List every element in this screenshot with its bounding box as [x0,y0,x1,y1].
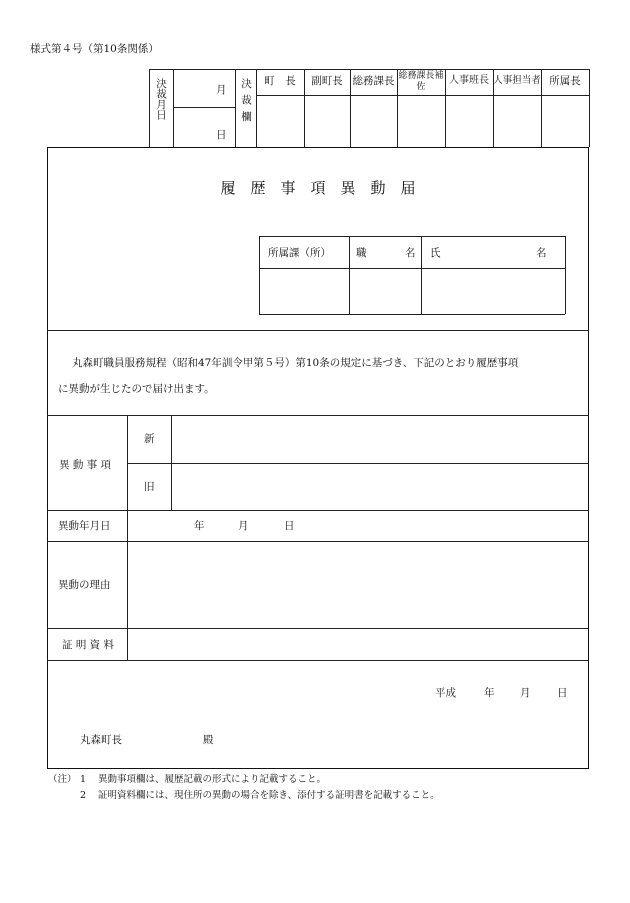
job-label: 職 [356,247,367,259]
approval-date-heading: 決裁月日 [155,78,167,120]
reason-label: 異動の理由 [58,579,111,591]
approval-day-label: 日 [216,129,227,141]
reason-field[interactable] [128,542,588,627]
notes-prefix: （注） [48,774,77,785]
dept-field[interactable] [260,269,348,313]
name-field[interactable] [422,269,564,313]
page-title: 履 歴 事 項 異 動 届 [220,179,416,197]
honorific: 殿 [203,734,214,746]
footer-day: 日 [557,687,568,699]
position-mayor: 町 長 [264,75,296,87]
name-label: 氏 [430,247,441,259]
job-field[interactable] [350,269,420,313]
old-item-field[interactable] [172,464,588,509]
note-2-number: 2 [80,790,87,801]
form-number: 様式第４号（第10条関係） [30,43,159,55]
new-item-field[interactable] [172,416,588,462]
position-general-affairs-chief: 総務課長 [352,75,395,87]
statement-line-1: 丸森町職員服務規程（昭和47年訓令甲第５号）第10条の規定に基づき、下記のとおり履歴事項 [72,357,519,369]
approval-column-heading: 決裁欄 [240,78,252,128]
approval-month-label: 月 [216,84,227,96]
new-label: 新 [144,433,155,445]
addressee: 丸森町長 [80,734,122,746]
footer-year: 年 [484,687,495,699]
footer-month: 月 [520,687,531,699]
change-date-label: 異動年月日 [58,520,111,532]
proof-field[interactable] [128,629,588,659]
proof-label: 証 明 資 料 [62,639,115,651]
position-personnel-staff: 人事担当者 [493,75,541,86]
position-deputy-mayor: 副町長 [311,75,343,87]
name-label-suffix: 名 [536,247,547,259]
position-dept-head: 所属長 [549,75,581,87]
note-1-text: 異動事項欄は、履歴記載の形式により記載すること。 [98,774,327,785]
note-1-number: 1 [80,774,87,785]
footer-era: 平成 [435,687,456,699]
dept-label: 所属課（所） [268,247,331,259]
change-date-year: 年 [194,520,205,532]
position-personnel-leader: 人事班長 [449,75,489,86]
statement-line-2: に異動が生じたので届け出ます。 [58,383,215,395]
change-date-day: 日 [284,520,295,532]
note-2-text: 証明資料欄には、現住所の異動の場合を除き、添付する証明書を記載すること。 [98,790,440,801]
job-label-suffix: 名 [405,247,416,259]
change-date-month: 月 [238,520,249,532]
change-items-label: 異 動 事 項 [59,459,112,471]
position-general-affairs-assistant: 総務課長補佐 [398,71,444,92]
old-label: 旧 [144,481,155,493]
